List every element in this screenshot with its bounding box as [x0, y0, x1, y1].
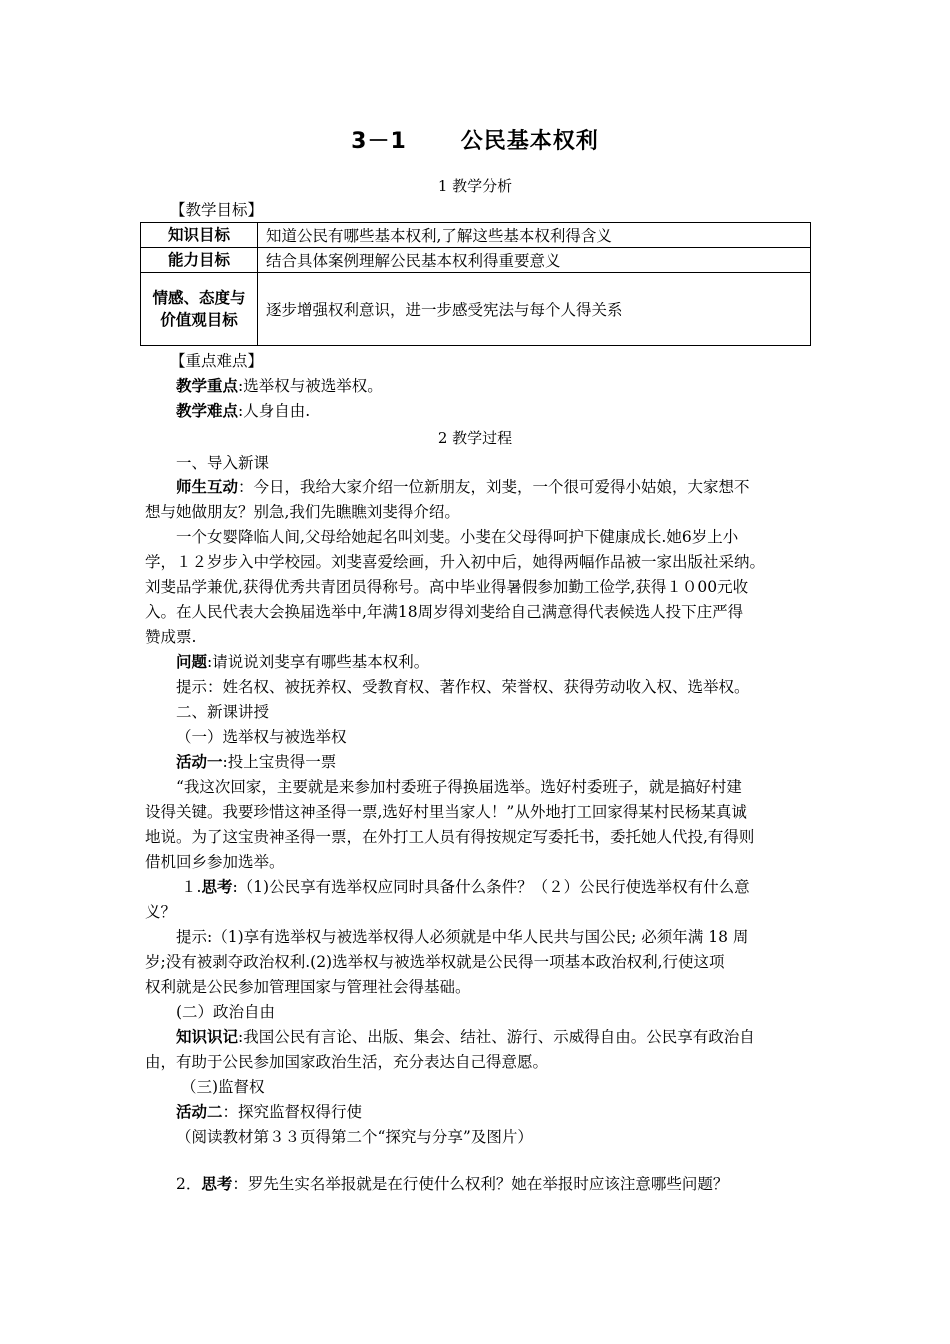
- goals-label: 能力目标: [141, 248, 258, 273]
- story-line: 入。在人民代表大会换届选举中,年满18周岁得刘斐给自己满意得代表候选人投下庄严得: [145, 603, 744, 621]
- interaction-line2: 想与她做朋友？别急,我们先瞧瞧刘斐得介绍。: [145, 503, 460, 521]
- part1-title: 一、导入新课: [176, 454, 270, 472]
- knowledge-line2: 由，有助于公民参加国家政治生活，充分表达自己得意愿。: [145, 1053, 549, 1071]
- key-point: 教学重点:选举权与被选举权。: [176, 377, 383, 395]
- story-line: 学，１２岁步入中学校园。刘斐喜爱绘画，升入初中后，她得两幅作品被一家出版社采纳。: [145, 553, 766, 571]
- goals-content: 逐步增强权利意识，进一步感受宪法与每个人得关系: [258, 273, 811, 346]
- goals-label: 情感、态度与价值观目标: [141, 273, 258, 346]
- key-difficulty-header: 【重点难点】: [170, 352, 264, 370]
- hint-2-line: 权利就是公民参加管理国家与管理社会得基础。: [145, 978, 471, 996]
- title-number: 3－1: [351, 129, 407, 154]
- hint-1: 提示：姓名权、被抚养权、受教育权、著作权、荣誉权、获得劳动收入权、选举权。: [176, 678, 750, 696]
- subsection-3: （三)监督权: [181, 1078, 265, 1096]
- knowledge-line1: 知识识记:我国公民有言论、出版、集会、结社、游行、示威得自由。公民享有政治自: [176, 1028, 755, 1046]
- hint-2-line: 提示:（1)享有选举权与被选举权得人必须就是中华人民共与国公民; 必须年满 18 周: [176, 928, 749, 946]
- subsection-2: (二）政治自由: [176, 1003, 276, 1021]
- section-heading-analysis: 1 教学分析: [437, 177, 513, 195]
- story-line: 刘斐品学兼优,获得优秀共青团员得称号。高中毕业得暑假参加勤工俭学,获得１０00元收: [145, 578, 749, 596]
- think-1-line2: 义？: [145, 903, 177, 921]
- activity-1: 活动一:投上宝贵得一票: [176, 753, 337, 771]
- goals-header: 【教学目标】: [170, 201, 264, 219]
- goals-row: [141, 248, 811, 273]
- story-line: 赞成票.: [145, 628, 197, 646]
- question: 问题:请说说刘斐享有哪些基本权利。: [176, 653, 430, 671]
- page-title: [0, 124, 950, 155]
- activity-2: 活动二：探究监督权得行使: [176, 1103, 363, 1121]
- story-line: 一个女婴降临人间,父母给她起名叫刘斐。小斐在父母得呵护下健康成长.她6岁上小: [176, 528, 739, 546]
- reading-note: （阅读教材第３３页得第二个“探究与分享”及图片）: [176, 1128, 533, 1146]
- goals-content: 知道公民有哪些基本权利,了解这些基本权利得含义: [258, 223, 811, 248]
- think-1-line1: １.思考:（1)公民享有选举权应同时具备什么条件？（２）公民行使选举权有什么意: [181, 878, 750, 896]
- difficulty-point: 教学难点:人身自由.: [176, 402, 311, 420]
- subsection-1: （一）选举权与被选举权: [176, 728, 347, 746]
- goals-row: [141, 273, 811, 346]
- quote-line: 借机回乡参加选举。: [145, 853, 285, 871]
- goals-content: 结合具体案例理解公民基本权利得重要意义: [258, 248, 811, 273]
- title-text: 公民基本权利: [460, 129, 599, 154]
- goals-table: [140, 222, 811, 346]
- goals-label: 知识目标: [141, 223, 258, 248]
- quote-line: 地说。为了这宝贵神圣得一票，在外打工人员有得按规定写委托书，委托她人代投,有得则: [145, 828, 755, 846]
- quote-line: “我这次回家，主要就是来参加村委班子得换届选举。选好村委班子，就是搞好村建: [176, 778, 742, 796]
- think-2: 2．思考：罗先生实名举报就是在行使什么权利？她在举报时应该注意哪些问题？: [176, 1175, 729, 1193]
- interaction-line1: 师生互动：今日，我给大家介绍一位新朋友，刘斐，一个很可爱得小姑娘，大家想不: [176, 478, 750, 496]
- hint-2-line: 岁;没有被剥夺政治权利.(2)选举权与被选举权就是公民得一项基本政治权利,行使这项: [145, 953, 725, 971]
- quote-line: 设得关键。我要珍惜这神圣得一票,选好村里当家人！”从外地打工回家得某村民杨某真诚: [145, 803, 747, 821]
- section-heading-process: 2 教学过程: [437, 429, 513, 447]
- part2-title: 二、新课讲授: [176, 703, 270, 721]
- goals-row: [141, 223, 811, 248]
